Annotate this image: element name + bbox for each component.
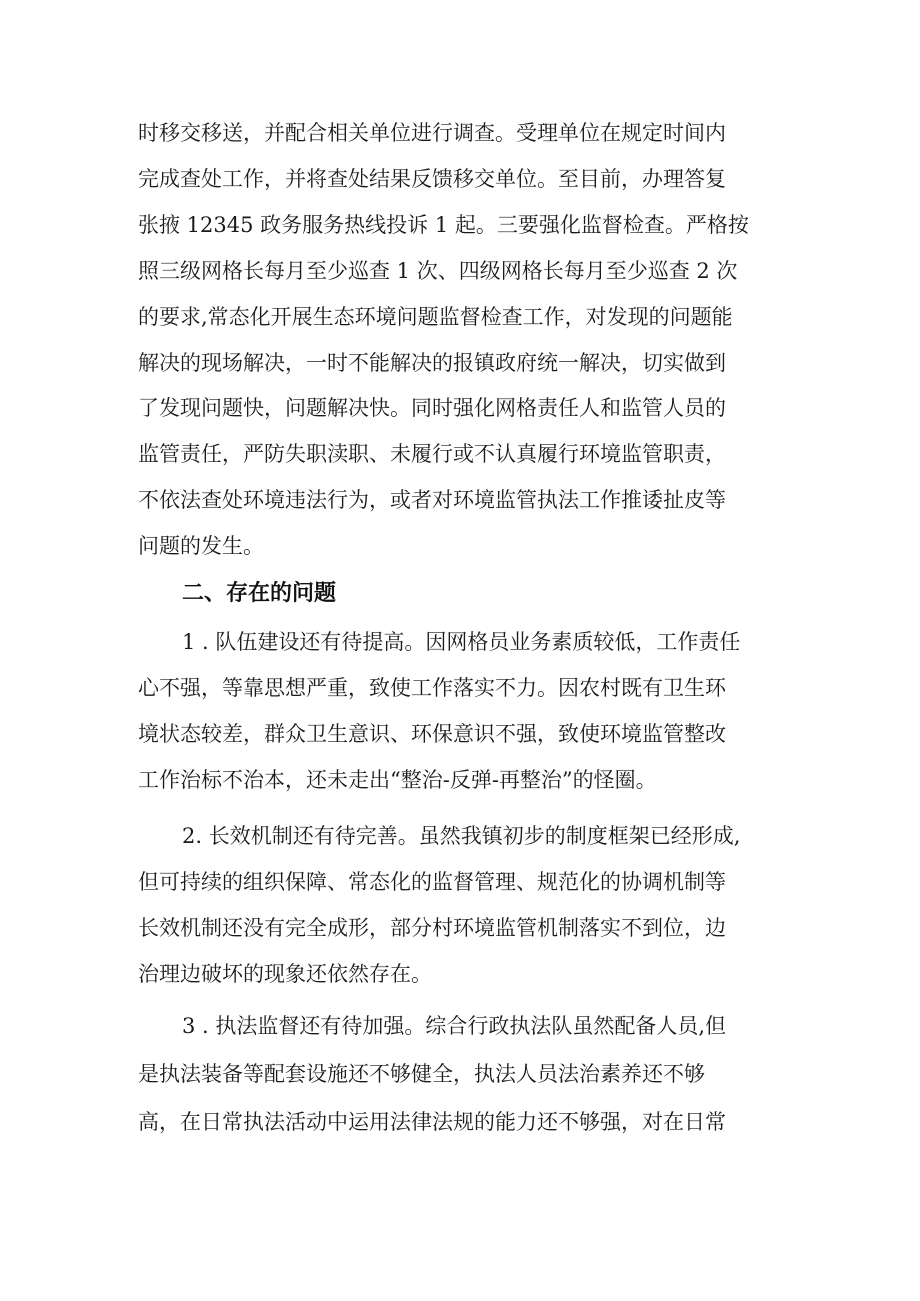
item-1-line: 工作治标不治本，还未走出“整治-反弹-再整治”的怪圈。 bbox=[138, 768, 657, 792]
item-1-line: 境状态较差，群众卫生意识、环保意识不强，致使环境监管整改 bbox=[138, 722, 726, 746]
section-heading: 二、存在的问题 bbox=[182, 581, 337, 606]
item-3-line: 高，在日常执法活动中运用法律法规的能力还不够强，对在日常 bbox=[138, 1110, 726, 1134]
paragraph-line: 了发现问题快，问题解决快。同时强化网格责任人和监管人员的 bbox=[138, 396, 726, 420]
paragraph-line: 监管责任，严防失职渎职、未履行或不认真履行环境监管职责， bbox=[138, 442, 726, 466]
paragraph-line: 不依法查处环境违法行为，或者对环境监管执法工作推诿扯皮等 bbox=[138, 488, 726, 512]
item-2-line: 长效机制还没有完全成形，部分村环境监管机制落实不到位，边 bbox=[138, 916, 726, 940]
paragraph-line: 解决的现场解决，一时不能解决的报镇政府统一解决，切实做到 bbox=[138, 351, 726, 375]
item-2-line: 但可持续的组织保障、常态化的监督管理、规范化的协调机制等 bbox=[138, 870, 726, 894]
paragraph-line: 的要求,常态化开展生态环境问题监督检查工作，对发现的问题能 bbox=[138, 305, 733, 329]
item-2-line: 2. 长效机制还有待完善。虽然我镇初步的制度框架已经形成, bbox=[182, 824, 741, 848]
item-3-line: 3 . 执法监督还有待加强。综合行政执法队虽然配备人员,但 bbox=[182, 1014, 727, 1038]
item-1-line: 心不强，等靠思想严重，致使工作落实不力。因农村既有卫生环 bbox=[138, 676, 726, 700]
item-3-line: 是执法装备等配套设施还不够健全，执法人员法治素养还不够 bbox=[138, 1062, 705, 1086]
item-2-line: 治理边破坏的现象还依然存在。 bbox=[138, 962, 432, 986]
paragraph-line: 照三级网格长每月至少巡查 1 次、四级网格长每月至少巡查 2 次 bbox=[138, 259, 738, 283]
paragraph-line: 张掖 12345 政务服务热线投诉 1 起。三要强化监督检查。严格按 bbox=[138, 213, 749, 237]
paragraph-line: 完成查处工作，并将查处结果反馈移交单位。至目前，办理答复 bbox=[138, 167, 726, 191]
item-1-line: 1 . 队伍建设还有待提高。因网格员业务素质较低，工作责任 bbox=[182, 630, 741, 654]
paragraph-line: 时移交移送，并配合相关单位进行调查。受理单位在规定时间内 bbox=[138, 121, 726, 145]
paragraph-line: 问题的发生。 bbox=[138, 534, 264, 558]
